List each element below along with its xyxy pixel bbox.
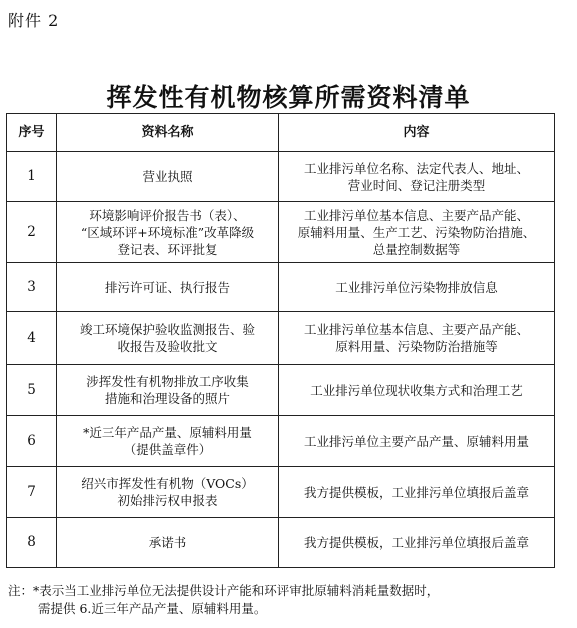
content-cell	[279, 202, 555, 263]
material-name-line: （提供盖章件）	[123, 442, 212, 457]
material-name-line: 收报告及验收批文	[117, 339, 218, 354]
content-line: 原辅料用量、生产工艺、污染物防治措施、	[297, 224, 536, 240]
material-name-cell	[57, 416, 279, 467]
material-name-line: 初始排污权申报表	[117, 493, 218, 508]
table-row	[7, 312, 555, 365]
attachment-label: 附件 2	[8, 11, 60, 30]
material-name-line: 环境影响评价报告书（表）、	[89, 207, 246, 223]
content-cell	[279, 365, 555, 416]
material-name-line: 竣工环境保护验收监测报告、验	[79, 322, 255, 337]
content-cell	[279, 416, 555, 467]
material-name-cell	[57, 518, 279, 568]
row-number: 1	[7, 152, 57, 202]
content-line: 工业排污单位基本信息、主要产品产能、	[303, 322, 529, 337]
content-line: 总量控制数据等	[372, 241, 461, 257]
row-number: 5	[7, 365, 57, 416]
material-name-line: 登记表、环评批复	[117, 241, 218, 257]
material-name-cell	[57, 365, 279, 416]
row-number: 8	[7, 518, 57, 568]
material-name-line: *近三年产品产量、原辅料用量	[83, 425, 252, 440]
table-row	[7, 263, 555, 312]
material-name-line: 措施和治理设备的照片	[104, 391, 230, 406]
material-name-line: 营业执照	[142, 169, 193, 184]
row-number: 7	[7, 467, 57, 518]
content-line: 工业排污单位现状收集方式和治理工艺	[310, 382, 523, 398]
content-line: 工业排污单位主要产品产量、原辅料用量	[303, 433, 529, 449]
table-row	[7, 152, 555, 202]
header-content: 内容	[279, 114, 555, 152]
footnote	[8, 582, 568, 618]
footnote-line: 需提供 6.近三年产品产量、原辅料用量。	[38, 601, 267, 616]
material-name-line: 绍兴市挥发性有机物（VOCs）	[81, 476, 254, 491]
table-header-row	[7, 114, 555, 152]
content-line: 原料用量、污染物防治措施等	[335, 339, 498, 354]
table-row	[7, 518, 555, 568]
row-number: 4	[7, 312, 57, 365]
header-material-name: 资料名称	[57, 114, 279, 152]
row-number: 2	[7, 202, 57, 263]
material-name-cell	[57, 263, 279, 312]
material-name-cell	[57, 152, 279, 202]
table-row	[7, 365, 555, 416]
table-row	[7, 416, 555, 467]
materials-table	[6, 113, 555, 568]
row-number: 3	[7, 263, 57, 312]
content-line: 工业排污单位基本信息、主要产品产能、	[303, 207, 529, 223]
content-cell	[279, 518, 555, 568]
content-line: 我方提供模板，工业排污单位填报后盖章	[303, 484, 529, 500]
material-name-line: 承诺书	[148, 535, 187, 550]
content-cell	[279, 467, 555, 518]
document-title: 挥发性有机物核算所需资料清单	[106, 83, 471, 112]
table-row	[7, 467, 555, 518]
material-name-line: “区域环评+环境标准”改革降级	[80, 224, 255, 240]
content-cell	[279, 263, 555, 312]
material-name-line: 排污许可证、执行报告	[104, 279, 230, 295]
material-name-cell	[57, 202, 279, 263]
content-line: 工业排污单位污染物排放信息	[335, 279, 498, 295]
header-serial-number: 序号	[7, 114, 57, 152]
content-line: 工业排污单位名称、法定代表人、地址、	[303, 160, 529, 176]
content-cell	[279, 152, 555, 202]
content-line: 我方提供模板，工业排污单位填报后盖章	[303, 535, 529, 550]
material-name-cell	[57, 312, 279, 365]
material-name-cell	[57, 467, 279, 518]
content-line: 营业时间、登记注册类型	[347, 177, 486, 193]
footnote-line: 注：*表示当工业排污单位无法提供设计产能和环评审批原辅料消耗量数据时，	[8, 583, 440, 598]
content-cell	[279, 312, 555, 365]
table-row	[7, 202, 555, 263]
material-name-line: 涉挥发性有机物排放工序收集	[86, 374, 249, 389]
row-number: 6	[7, 416, 57, 467]
